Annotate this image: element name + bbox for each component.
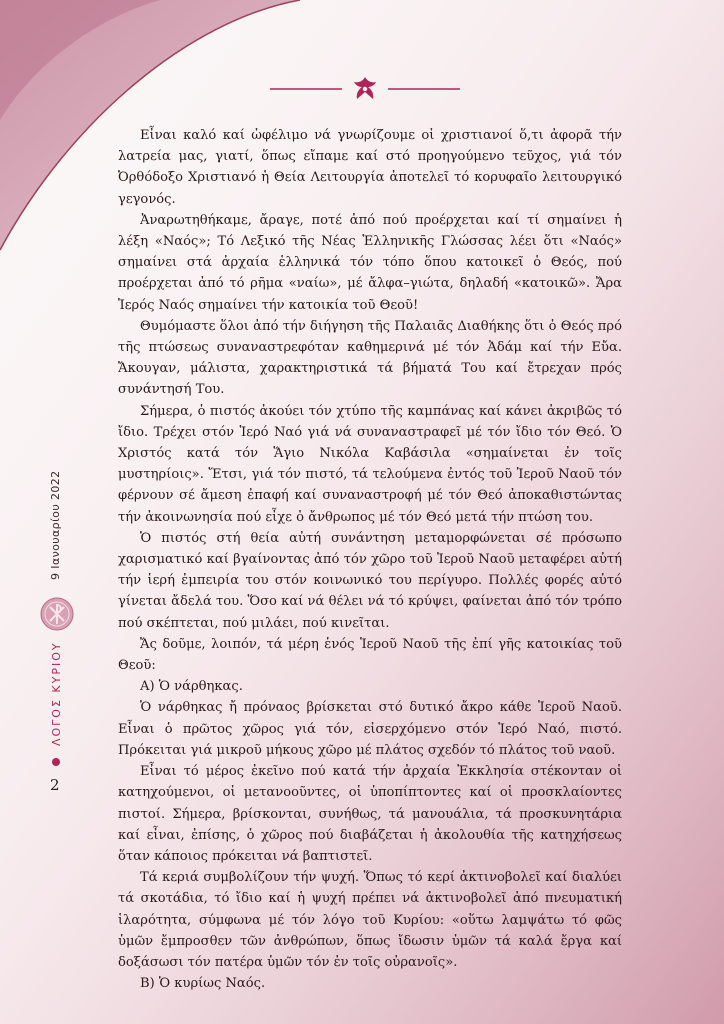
- paragraph: Τά κεριά συμβολίζουν τήν ψυχή. Ὅπως τό κερί ἀκτινοβολεῖ καί διαλύει τά σκοτάδια, τό ἴδιο καί ἡ ψυχή πρέπει νά ἀκτινοβολεῖ ἀπό πνευματική ἱλαρότητα, σύμφωνα μέ τόν λόγο τοῦ Κυρίου: «οὕτω λαμψάτω τό φῶς ὑμῶν ἔμπροσθεν τῶν ἀνθρώπων, ὅπως ἴδωσιν ὑμῶν τά καλά ἔργα καί δοξάσωσι τόν πατέρα ὑμῶν τόν ἐν τοῖς οὐρανοῖς».: [118, 870, 622, 970]
- chi-rho-seal-icon: [40, 597, 74, 631]
- paragraph: Ἀναρωτηθήκαμε, ἄραγε, ποτέ ἀπό πού προέρχεται καί τί σημαίνει ἡ λέξη «Ναός»; Τό Λεξικό τῆς Νέας Ἑλληνικῆς Γλώσσας λέει ὅτι «Ναός» σημαίνει στά ἀρχαία ἑλληνικά τόν τόπο ὅπου κατοικεῖ ὁ Θεός, πού προέρχεται ἀπό τό ρῆμα «ναίω», μέ ἄλφα–γιώτα, δηλαδή «κατοικῶ». Ἄρα Ἱερός Ναός σημαίνει τήν κατοικία τοῦ Θεοῦ!: [118, 212, 622, 313]
- paragraph: Θυμόμαστε ὅλοι ἀπό τήν διήγηση τῆς Παλαιᾶς Διαθήκης ὅτι ὁ Θεός πρό τῆς πτώσεως συναναστρεφόταν καθημερινά μέ τόν Ἀδάμ καί τήν Εὔα. Ἄκουγαν, μάλιστα, χαρακτηριστικά τά βήματά Του καί ἔτρεχαν πρός συνάντησή Του.: [118, 318, 622, 398]
- paragraph: Εἶναι καλό καί ὠφέλιμο νά γνωρίζουμε οἱ χριστιανοί ὅ,τι ἀφορᾶ τήν λατρεία μας, γιατί, ὅπως εἴπαμε καί στό προηγούμενο τεῦχος, γιά τόν Ὀρθόδοξο Χριστιανό ἡ Θεία Λειτουργία ἀποτελεῖ τό κορυφαῖο λειτουργικό γεγονός.: [118, 128, 622, 207]
- magazine-title: ΛΟΓΟΣ ΚΥΡΙΟΥ: [50, 641, 63, 746]
- section-heading: Β) Ὁ κυρίως Ναός.: [140, 976, 266, 992]
- page-number: 2: [50, 776, 60, 794]
- issue-date: 9 Ιανουαρίου 2022: [49, 470, 62, 580]
- paragraph: Ἄς δοῦμε, λοιπόν, τά μέρη ἑνός Ἱεροῦ Ναοῦ τῆς ἐπί γῆς κατοικίας τοῦ Θεοῦ:: [118, 636, 622, 674]
- header-ornament: [270, 74, 460, 104]
- paragraph: Εἶναι τό μέρος ἐκεῖνο πού κατά τήν ἀρχαία Ἐκκλησία στέκονταν οἱ κατηχούμενοι, οἱ μετανοοῦντες, οἱ ὑποπίπτοντες καί οἱ προσκλαίοντες πιστοί. Σήμερα, βρίσκονται, συνήθως, τά μανουάλια, τά προσκυνητάρια καί εἶναι, ἐπίσης, ὁ χῶρος πού διαβάζεται ἡ ἀκολουθία τῆς κατηχήσεως ὅταν κάποιος πρόκειται νά βαπτιστεῖ.: [118, 764, 622, 864]
- paragraph: Σήμερα, ὁ πιστός ἀκούει τόν χτύπο τῆς καμπάνας καί κάνει ἀκριβῶς τό ἴδιο. Τρέχει στόν Ἱερό Ναό γιά νά συναναστραφεῖ μέ τόν ἴδιο τόν Θεό. Ὁ Χριστός κατά τόν Ἅγιο Νικόλα Καβάσιλα «σημαίνεται ἐν τοῖς μυστηρίοις». Ἔτσι, γιά τόν πιστό, τά τελούμενα ἐντός τοῦ Ἱεροῦ Ναοῦ τόν φέρνουν σέ ἄμεση ἐπαφή καί συναναστροφή μέ τόν Θεό ἀποκαθιστώντας τήν ἀκοινωνησία πού εἶχε ὁ ἄνθρωπος μέ τόν Θεό μετά τήν πτώση του.: [118, 403, 622, 525]
- section-heading: Α) Ὁ νάρθηκας.: [140, 679, 243, 695]
- article-body: [118, 125, 622, 994]
- paragraph: Ὁ πιστός στή θεία αὐτή συνάντηση μεταμορφώνεται σέ πρόσωπο χαρισματικό καί βγαίνοντας ἀπό τόν χῶρο τοῦ Ἱεροῦ Ναοῦ μεταφέρει αὐτή τήν ἱερή ἐμπειρία του στόν κοινωνικό του περίγυρο. Πολλές φορές αὐτό γίνεται ἄδελά του. Ὅσο καί νά θέλει νά τό κρύψει, φαίνεται ἀπό τόν τρόπο πού σκέπτεται, πού μιλάει, πού κινεῖται.: [118, 530, 622, 631]
- paragraph: Ὁ νάρθηκας ἤ πρόναος βρίσκεται στό δυτικό ἄκρο κάθε Ἱεροῦ Ναοῦ. Εἶναι ὁ πρῶτος χῶρος γιά τόν, εἰσερχόμενο στόν Ἱερό Ναό, πιστό. Πρόκειται γιά μικροῦ μήκους χῶρο μέ πλάτος σχεδόν τό πλάτος τοῦ ναοῦ.: [118, 700, 622, 758]
- bullet-dot-icon: [52, 758, 60, 766]
